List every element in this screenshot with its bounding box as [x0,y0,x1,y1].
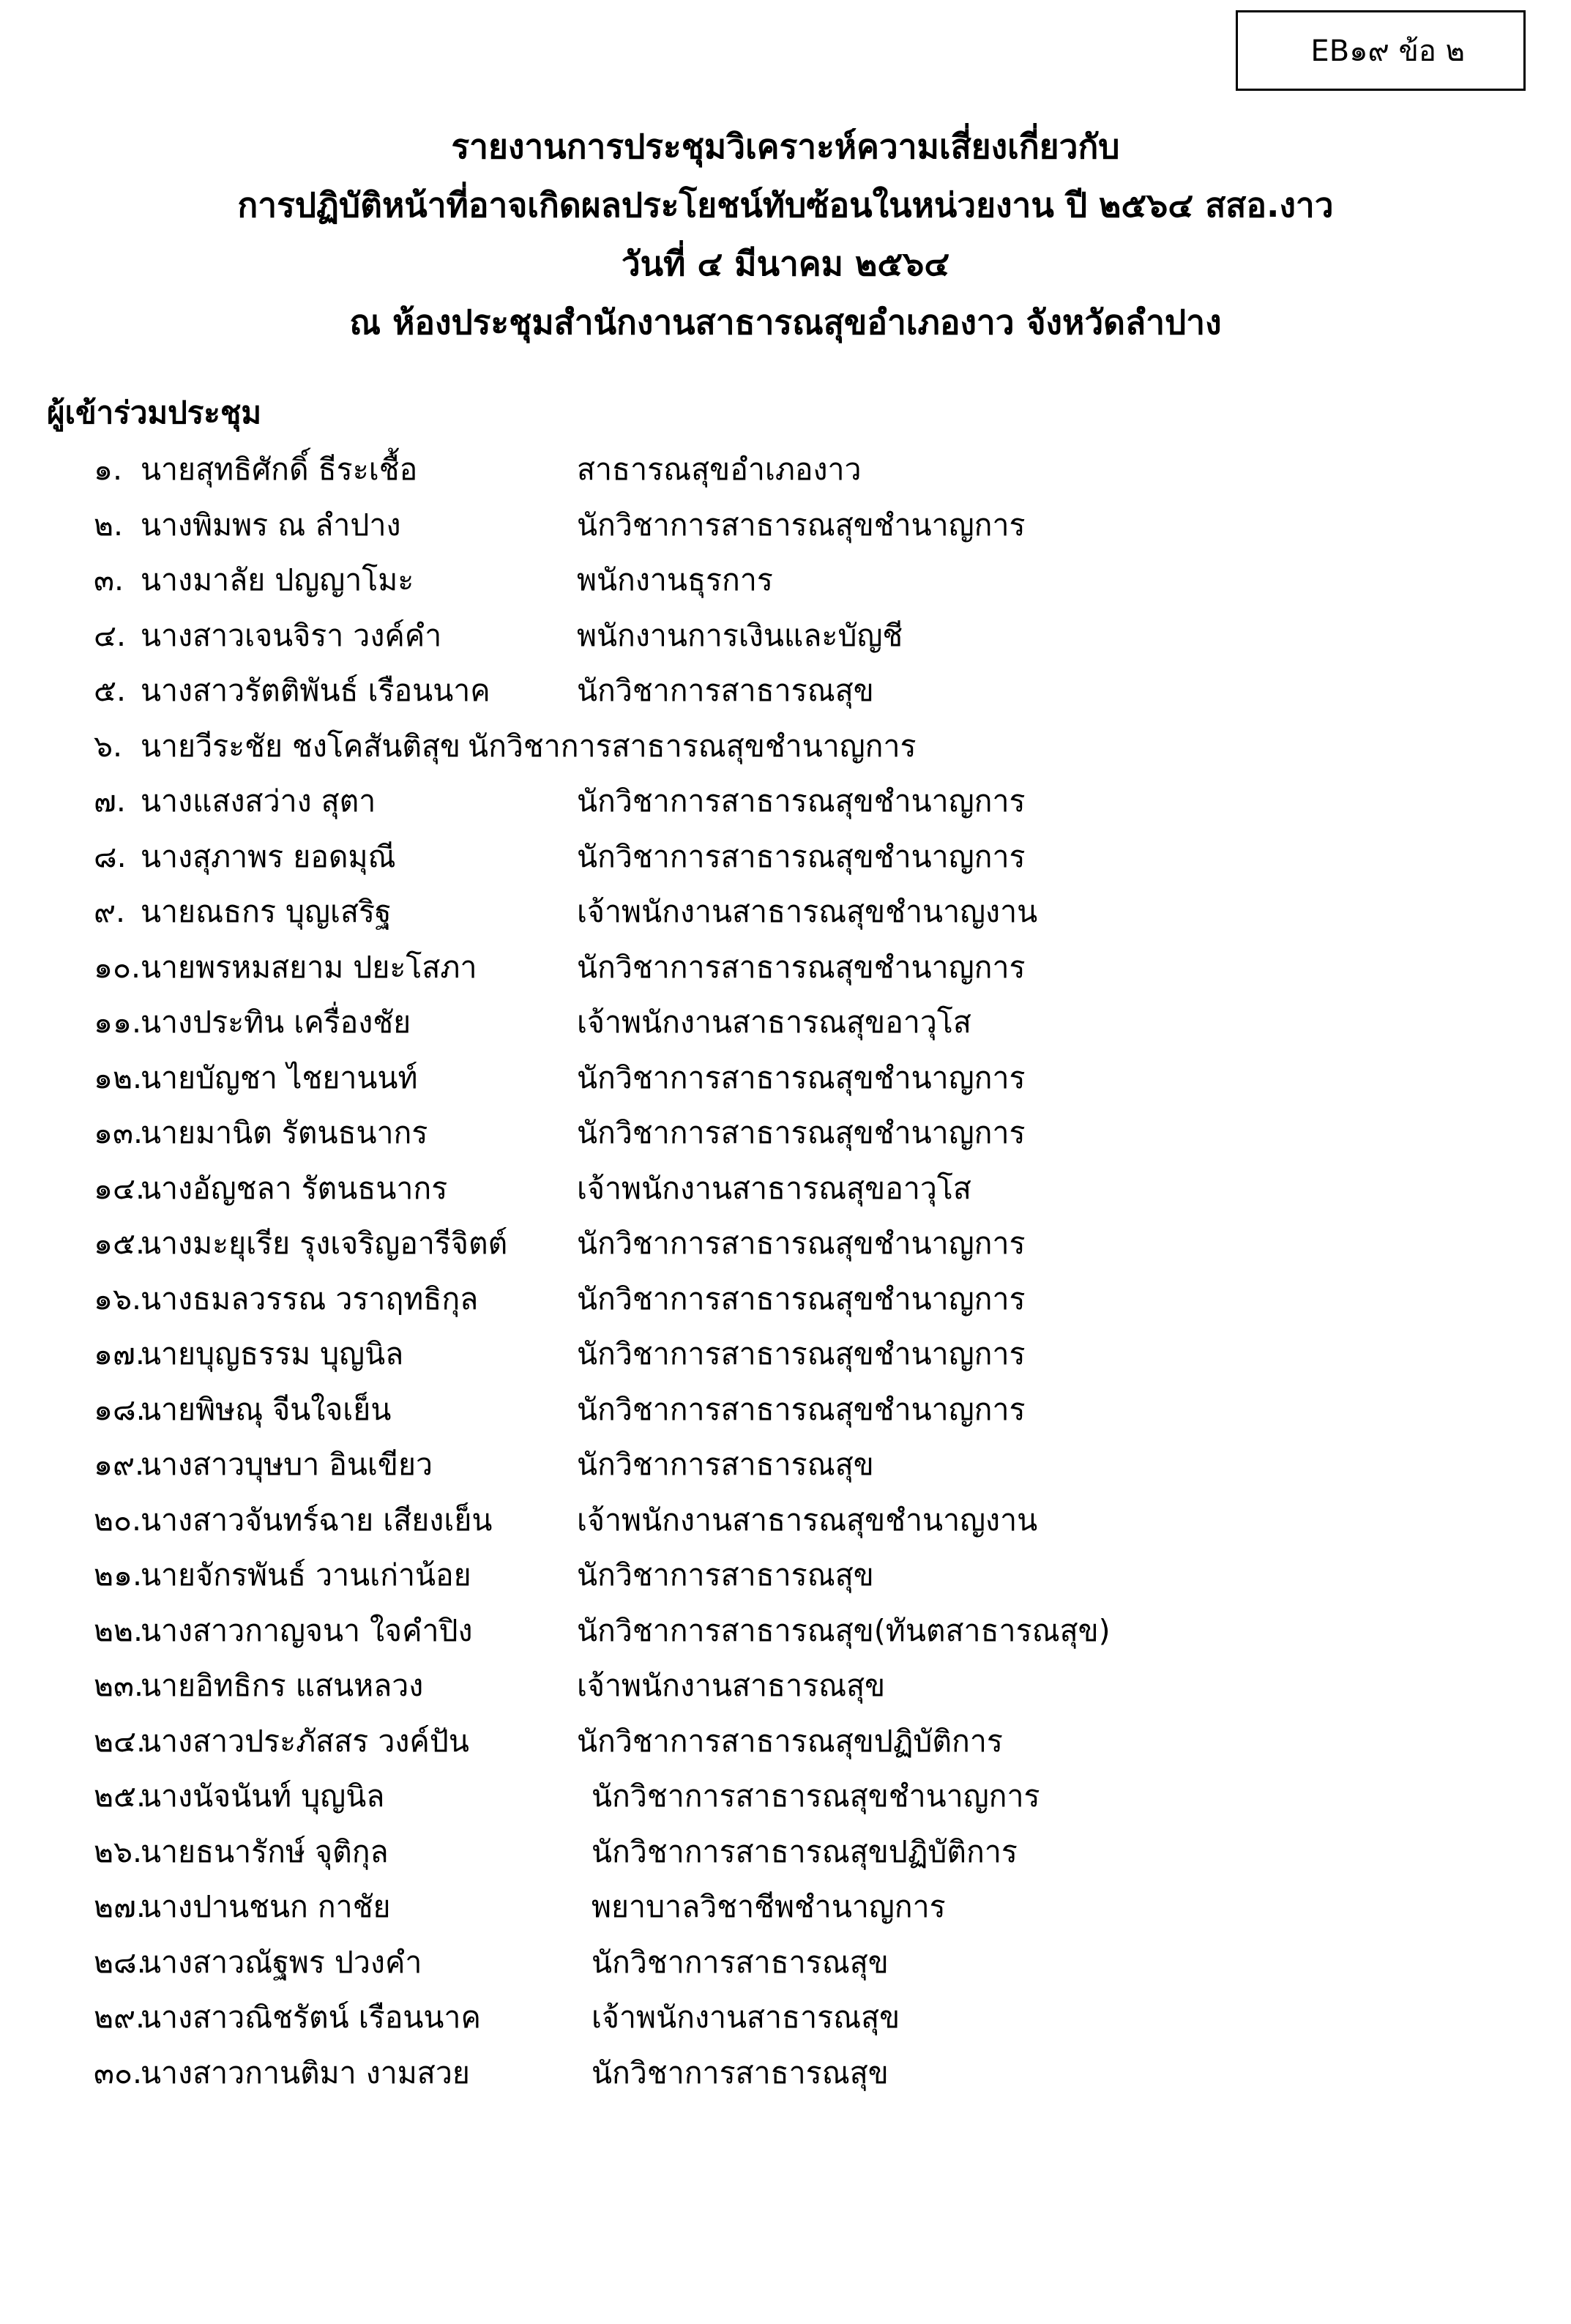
attendee-name: นายวีระชัย ชงโคสันติสุข [141,728,461,764]
attendee-name: นางอัญชลา รัตนธนากร [141,1170,448,1206]
attendee-number: ๔. [94,617,127,653]
attendee-number: ๙. [94,894,126,929]
attendee-name: นางธมลวรรณ วราฤทธิกุล [141,1281,479,1316]
attendee-position: นักวิชาการสาธารณสุข [592,1944,889,1980]
attendee-row [94,1935,1485,1991]
attendee-name: นายณธกร บุญเสริฐ [141,894,392,929]
attendee-row [94,830,1485,885]
attendee-name: นางมะยุเรีย รุงเจริญอารีจิตต์ [141,1226,508,1261]
attendee-name: นางประทิน เครื่องชัย [141,1005,411,1040]
attendee-number: ๒๒. [94,1612,143,1648]
attendee-name: นางแสงสว่าง สุตา [141,783,376,819]
attendee-name: นางสาวกาญจนา ใจคำปิง [141,1612,473,1648]
title-line: การปฏิบัติหน้าที่อาจเกิดผลประโยชน์ทับซ้อนในหน่วยงาน ปี ๒๕๖๔ สสอ.งาว [237,185,1334,225]
attendees-heading: ผู้เข้าร่วมประชุม [47,395,262,431]
attendee-position: พนักงานธุรการ [577,562,773,597]
attendee-position: สาธารณสุขอำเภองาว [577,452,862,487]
attendee-row [94,1714,1485,1770]
attendee-position: นักวิชาการสาธารณสุขชำนาญการ [577,949,1026,985]
attendee-name: นางสาวจันทร์ฉาย เสียงเย็น [141,1502,493,1538]
attendee-name: นายอิทธิกร แสนหลวง [141,1668,424,1703]
attendee-row [94,1769,1485,1825]
attendee-position: นักวิชาการสาธารณสุข(ทันตสาธารณสุข) [577,1612,1111,1648]
attendee-row [94,774,1485,830]
attendee-number: ๑๔. [94,1170,146,1206]
attendee-number: ๒๖. [94,1833,143,1869]
attendee-name: นายธนารักษ์ จุติกุล [141,1833,389,1869]
attendee-name: นายพรหมสยาม ปยะโสภา [141,949,477,985]
attendee-number: ๑๓. [94,1115,143,1150]
attendee-number: ๒๘. [94,1944,146,1980]
attendee-name: นายจักรพันธ์ วานเก่าน้อย [141,1557,471,1593]
attendee-name: นางสาวบุษบา อินเขียว [141,1447,433,1482]
attendee-position: นักวิชาการสาธารณสุขชำนาญการ [468,728,917,764]
attendee-number: ๘. [94,838,127,874]
attendee-list [94,442,1485,2101]
attendee-row [94,995,1485,1051]
attendee-number: ๑๖. [94,1281,142,1316]
title-line: รายงานการประชุมวิเคราะห์ความเสี่ยงเกี่ยวกับ [451,127,1120,166]
meeting-venue: ณ ห้องประชุมสำนักงานสาธารณสุขอำเภองาว จังหวัดลำปาง [349,302,1222,342]
reference-code: EB๑๙ ข้อ ๒ [1310,34,1465,68]
attendee-name: นายบุญธรรม บุญนิล [141,1336,404,1371]
attendee-position: นักวิชาการสาธารณสุขชำนาญการ [592,1779,1040,1814]
attendee-position: เจ้าพนักงานสาธารณสุขชำนาญงาน [577,894,1038,929]
attendee-position: นักวิชาการสาธารณสุข [577,673,874,708]
attendee-row [94,1437,1485,1493]
attendee-position: เจ้าพนักงานสาธารณสุขชำนาญงาน [577,1502,1038,1538]
attendee-row [94,1548,1485,1604]
attendee-name: นางสาวณิชรัตน์ เรือนนาค [141,2000,481,2035]
attendee-row [94,1161,1485,1217]
attendee-row [94,884,1485,940]
attendee-row [94,1272,1485,1327]
attendee-row [94,719,1485,775]
attendee-position: พนักงานการเงินและบัญชี [577,617,903,653]
attendee-number: ๖. [94,728,123,764]
attendee-position: นักวิชาการสาธารณสุข [577,1447,874,1482]
attendee-number: ๕. [94,673,127,708]
attendee-position: นักวิชาการสาธารณสุขชำนาญการ [577,838,1026,874]
attendee-row [94,442,1485,498]
attendee-number: ๑๒. [94,1059,143,1095]
attendee-position: นักวิชาการสาธารณสุข [592,2055,889,2090]
attendee-number: ๓. [94,562,124,597]
attendee-row [94,1990,1485,2046]
attendee-position: นักวิชาการสาธารณสุขปฏิบัติการ [577,1723,1003,1759]
attendee-number: ๑๙. [94,1447,145,1482]
meeting-date: วันที่ ๔ มีนาคม ๒๕๖๔ [621,244,950,283]
attendee-position: เจ้าพนักงานสาธารณสุข [577,1668,886,1703]
attendee-number: ๑๘. [94,1391,146,1427]
attendee-row [94,663,1485,719]
attendee-position: นักวิชาการสาธารณสุข [577,1557,874,1593]
attendee-position: นักวิชาการสาธารณสุขชำนาญการ [577,1281,1026,1316]
attendee-row [94,1382,1485,1438]
attendee-number: ๑๕. [94,1226,146,1261]
attendee-name: นายสุทธิศักดิ์ ธีระเชื้อ [141,452,418,487]
attendee-row [94,1327,1485,1382]
attendee-name: นายพิษณุ จีนใจเย็น [141,1391,392,1427]
attendee-name: นางสาวรัตติพันธ์ เรือนนาค [141,673,490,708]
attendee-name: นางปานชนก กาชัย [141,1889,391,1924]
attendee-number: ๓๐. [94,2055,143,2090]
attendee-position: เจ้าพนักงานสาธารณสุขอาวุโส [577,1170,971,1206]
attendee-position: นักวิชาการสาธารณสุขชำนาญการ [577,1059,1026,1095]
attendee-row [94,1216,1485,1272]
attendee-name: นางนัจนันท์ บุญนิล [141,1779,385,1814]
attendee-row [94,553,1485,608]
attendee-number: ๒๓. [94,1668,144,1703]
attendee-number: ๒๗. [94,1889,146,1924]
attendee-row [94,940,1485,996]
attendee-name: นางสุภาพร ยอดมุณี [141,838,396,874]
attendee-number: ๑๐. [94,949,141,985]
attendee-number: ๒๕. [94,1779,146,1814]
attendee-row [94,1106,1485,1161]
attendee-row [94,2046,1485,2101]
attendee-row [94,1658,1485,1714]
attendee-position: เจ้าพนักงานสาธารณสุขอาวุโส [577,1005,971,1040]
attendee-name: นางสาวประภัสสร วงค์ปัน [141,1723,469,1759]
attendee-number: ๒๔. [94,1723,146,1759]
attendee-row [94,1604,1485,1659]
attendee-number: ๒. [94,507,124,543]
attendee-name: นายมานิต รัตนธนากร [141,1115,428,1150]
attendee-row [94,1825,1485,1880]
document-title [0,117,1571,351]
attendee-position: พยาบาลวิชาชีพชำนาญการ [592,1889,946,1924]
attendee-position: นักวิชาการสาธารณสุขชำนาญการ [577,783,1026,819]
attendee-number: ๒๐. [94,1502,142,1538]
attendee-number: ๗. [94,783,126,819]
attendee-position: นักวิชาการสาธารณสุขปฏิบัติการ [592,1833,1018,1869]
attendee-name: นางสาวกานติมา งามสวย [141,2055,470,2090]
attendee-position: นักวิชาการสาธารณสุขชำนาญการ [577,1226,1026,1261]
attendee-row [94,1493,1485,1549]
attendee-row [94,1051,1485,1106]
attendee-position: นักวิชาการสาธารณสุขชำนาญการ [577,1336,1026,1371]
attendee-number: ๑. [94,452,123,487]
attendee-number: ๒๙. [94,2000,146,2035]
attendee-position: นักวิชาการสาธารณสุขชำนาญการ [577,1115,1026,1150]
attendee-row [94,608,1485,664]
attendee-position: นักวิชาการสาธารณสุขชำนาญการ [577,1391,1026,1427]
attendee-position: นักวิชาการสาธารณสุขชำนาญการ [577,507,1026,543]
attendee-name: นางมาลัย ปญญาโมะ [141,562,414,597]
attendee-number: ๑๑. [94,1005,142,1040]
attendee-name: นางสาวเจนจิรา วงค์คำ [141,617,442,653]
attendee-number: ๑๗. [94,1336,145,1371]
attendee-row [94,498,1485,554]
attendee-name: นางพิมพร ณ ลำปาง [141,507,401,543]
attendee-name: นายบัญชา ไชยานนท์ [141,1059,418,1095]
attendee-number: ๒๑. [94,1557,143,1593]
attendee-row [94,1880,1485,1935]
reference-code-box [1236,10,1526,91]
attendee-name: นางสาวณัฐพร ปวงคำ [141,1944,422,1980]
attendee-position: เจ้าพนักงานสาธารณสุข [592,2000,900,2035]
